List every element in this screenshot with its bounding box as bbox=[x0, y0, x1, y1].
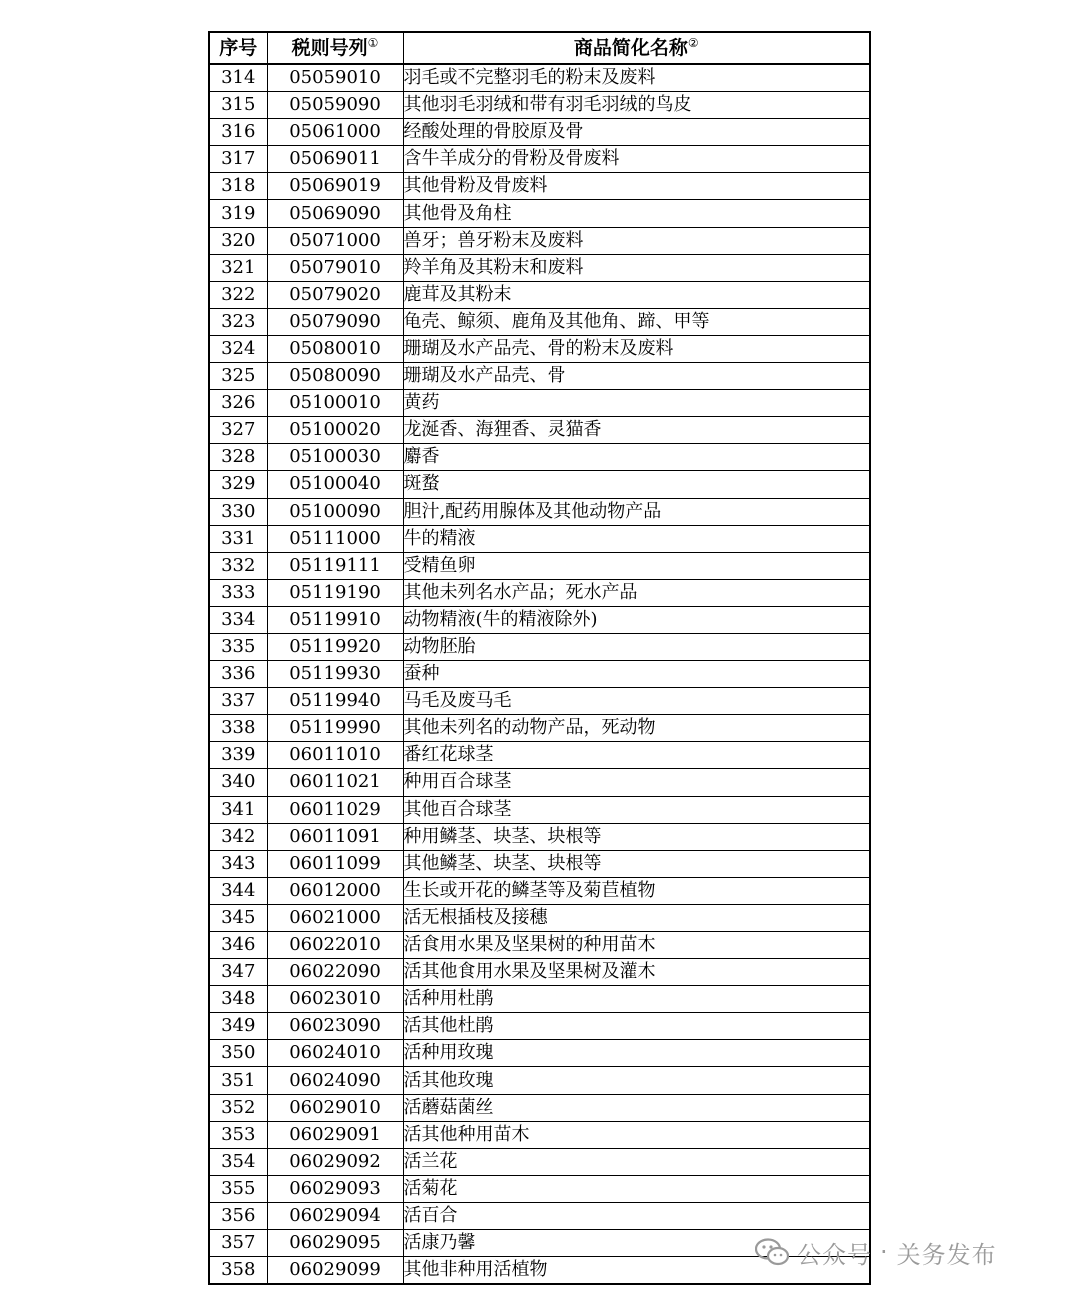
row-number: 332 bbox=[209, 552, 267, 579]
row-number: 317 bbox=[209, 146, 267, 173]
row-number: 327 bbox=[209, 417, 267, 444]
table-row bbox=[209, 119, 870, 146]
header-no-label: 序号 bbox=[219, 37, 258, 59]
commodity-name: 龙涎香、海狸香、灵猫香 bbox=[403, 417, 870, 444]
tariff-code: 05119111 bbox=[267, 552, 403, 579]
row-number: 349 bbox=[209, 1013, 267, 1040]
watermark bbox=[755, 1232, 997, 1272]
commodity-name: 活百合 bbox=[403, 1202, 870, 1229]
tariff-code: 05059090 bbox=[267, 92, 403, 119]
tariff-code: 05069090 bbox=[267, 200, 403, 227]
row-number: 330 bbox=[209, 498, 267, 525]
row-number: 328 bbox=[209, 444, 267, 471]
table-row bbox=[209, 769, 870, 796]
row-number: 343 bbox=[209, 850, 267, 877]
table-row bbox=[209, 932, 870, 959]
table-row bbox=[209, 1121, 870, 1148]
table-row bbox=[209, 959, 870, 986]
table-row bbox=[209, 552, 870, 579]
tariff-code: 05119190 bbox=[267, 579, 403, 606]
commodity-name: 活兰花 bbox=[403, 1148, 870, 1175]
table-row bbox=[209, 986, 870, 1013]
watermark-account-name: 关务发布 bbox=[896, 1240, 997, 1269]
row-number: 321 bbox=[209, 254, 267, 281]
row-number: 338 bbox=[209, 715, 267, 742]
commodity-name: 活种用杜鹃 bbox=[403, 986, 870, 1013]
table-row bbox=[209, 281, 870, 308]
table-body bbox=[209, 64, 870, 1284]
commodity-name: 其他骨粉及骨废料 bbox=[403, 173, 870, 200]
row-number: 314 bbox=[209, 64, 267, 92]
tariff-table bbox=[208, 31, 871, 1285]
tariff-code: 06029093 bbox=[267, 1175, 403, 1202]
commodity-name: 生长或开花的鳞茎等及菊苣植物 bbox=[403, 877, 870, 904]
tariff-code: 06029099 bbox=[267, 1257, 403, 1285]
table-row bbox=[209, 1094, 870, 1121]
header-code bbox=[267, 32, 403, 64]
header-no bbox=[209, 32, 267, 64]
commodity-name: 动物胚胎 bbox=[403, 633, 870, 660]
commodity-name: 兽牙；兽牙粉末及废料 bbox=[403, 227, 870, 254]
tariff-code: 06021000 bbox=[267, 904, 403, 931]
table-row bbox=[209, 417, 870, 444]
commodity-name: 活其他食用水果及坚果树及灌木 bbox=[403, 959, 870, 986]
tariff-code: 05059010 bbox=[267, 64, 403, 92]
commodity-name: 活种用玫瑰 bbox=[403, 1040, 870, 1067]
row-number: 323 bbox=[209, 308, 267, 335]
tariff-code: 06022010 bbox=[267, 932, 403, 959]
header-row bbox=[209, 32, 870, 64]
commodity-name: 羽毛或不完整羽毛的粉末及废料 bbox=[403, 64, 870, 92]
tariff-code: 05119990 bbox=[267, 715, 403, 742]
tariff-code: 05071000 bbox=[267, 227, 403, 254]
table-row bbox=[209, 1040, 870, 1067]
row-number: 347 bbox=[209, 959, 267, 986]
commodity-name: 牛的精液 bbox=[403, 525, 870, 552]
tariff-code: 05100030 bbox=[267, 444, 403, 471]
table-row bbox=[209, 173, 870, 200]
tariff-code: 06023090 bbox=[267, 1013, 403, 1040]
tariff-code: 05119910 bbox=[267, 606, 403, 633]
table-row bbox=[209, 850, 870, 877]
table-row bbox=[209, 1148, 870, 1175]
tariff-code: 06024010 bbox=[267, 1040, 403, 1067]
row-number: 345 bbox=[209, 904, 267, 931]
table-row bbox=[209, 877, 870, 904]
row-number: 334 bbox=[209, 606, 267, 633]
row-number: 352 bbox=[209, 1094, 267, 1121]
table-row bbox=[209, 498, 870, 525]
commodity-name: 黄药 bbox=[403, 390, 870, 417]
commodity-name: 活康乃馨 bbox=[403, 1230, 870, 1257]
commodity-name: 斑蝥 bbox=[403, 471, 870, 498]
table-row bbox=[209, 200, 870, 227]
row-number: 340 bbox=[209, 769, 267, 796]
commodity-name: 其他非种用活植物 bbox=[403, 1257, 870, 1285]
commodity-name: 马毛及废马毛 bbox=[403, 688, 870, 715]
table-row bbox=[209, 742, 870, 769]
commodity-name: 动物精液(牛的精液除外) bbox=[403, 606, 870, 633]
tariff-code: 06029091 bbox=[267, 1121, 403, 1148]
commodity-name: 活其他玫瑰 bbox=[403, 1067, 870, 1094]
table-row bbox=[209, 335, 870, 362]
commodity-name: 蚕种 bbox=[403, 661, 870, 688]
commodity-name: 种用鳞茎、块茎、块根等 bbox=[403, 823, 870, 850]
table-row bbox=[209, 254, 870, 281]
tariff-code: 05061000 bbox=[267, 119, 403, 146]
table-row bbox=[209, 146, 870, 173]
commodity-name: 受精鱼卵 bbox=[403, 552, 870, 579]
commodity-name: 活无根插枝及接穗 bbox=[403, 904, 870, 931]
row-number: 335 bbox=[209, 633, 267, 660]
table-row bbox=[209, 606, 870, 633]
tariff-code: 05119920 bbox=[267, 633, 403, 660]
tariff-code: 05100020 bbox=[267, 417, 403, 444]
tariff-code: 05119930 bbox=[267, 661, 403, 688]
table-row bbox=[209, 64, 870, 92]
row-number: 350 bbox=[209, 1040, 267, 1067]
row-number: 351 bbox=[209, 1067, 267, 1094]
row-number: 341 bbox=[209, 796, 267, 823]
table-row bbox=[209, 633, 870, 660]
footnote-marker-2: ② bbox=[687, 36, 699, 50]
table-row bbox=[209, 92, 870, 119]
tariff-code: 05119940 bbox=[267, 688, 403, 715]
tariff-code: 06022090 bbox=[267, 959, 403, 986]
footnote-marker-1: ① bbox=[367, 36, 379, 50]
table-row bbox=[209, 796, 870, 823]
tariff-code: 06011091 bbox=[267, 823, 403, 850]
header-code-label: 税则号列 bbox=[291, 37, 368, 59]
table-row bbox=[209, 390, 870, 417]
commodity-name: 其他未列名水产品；死水产品 bbox=[403, 579, 870, 606]
row-number: 318 bbox=[209, 173, 267, 200]
row-number: 356 bbox=[209, 1202, 267, 1229]
tariff-code: 05080090 bbox=[267, 363, 403, 390]
commodity-name: 胆汁,配药用腺体及其他动物产品 bbox=[403, 498, 870, 525]
tariff-code: 05069019 bbox=[267, 173, 403, 200]
table-row bbox=[209, 688, 870, 715]
tariff-code: 06012000 bbox=[267, 877, 403, 904]
row-number: 319 bbox=[209, 200, 267, 227]
row-number: 355 bbox=[209, 1175, 267, 1202]
commodity-name: 经酸处理的骨胶原及骨 bbox=[403, 119, 870, 146]
row-number: 326 bbox=[209, 390, 267, 417]
table-row bbox=[209, 904, 870, 931]
row-number: 322 bbox=[209, 281, 267, 308]
row-number: 354 bbox=[209, 1148, 267, 1175]
commodity-name: 羚羊角及其粉末和废料 bbox=[403, 254, 870, 281]
wechat-icon bbox=[755, 1238, 789, 1266]
table-row bbox=[209, 715, 870, 742]
row-number: 329 bbox=[209, 471, 267, 498]
row-number: 358 bbox=[209, 1257, 267, 1285]
table-row bbox=[209, 471, 870, 498]
commodity-name: 番红花球茎 bbox=[403, 742, 870, 769]
table-row bbox=[209, 1067, 870, 1094]
tariff-code: 06011021 bbox=[267, 769, 403, 796]
commodity-name: 种用百合球茎 bbox=[403, 769, 870, 796]
tariff-code: 06011010 bbox=[267, 742, 403, 769]
commodity-name: 珊瑚及水产品壳、骨 bbox=[403, 363, 870, 390]
tariff-code: 05069011 bbox=[267, 146, 403, 173]
tariff-code: 05079020 bbox=[267, 281, 403, 308]
row-number: 336 bbox=[209, 661, 267, 688]
row-number: 339 bbox=[209, 742, 267, 769]
row-number: 346 bbox=[209, 932, 267, 959]
watermark-account-label: 公众号 bbox=[797, 1240, 872, 1269]
header-name-label: 商品简化名称 bbox=[573, 37, 688, 59]
tariff-code: 06029092 bbox=[267, 1148, 403, 1175]
row-number: 353 bbox=[209, 1121, 267, 1148]
table-row bbox=[209, 823, 870, 850]
table-row bbox=[209, 579, 870, 606]
table-row bbox=[209, 444, 870, 471]
row-number: 320 bbox=[209, 227, 267, 254]
commodity-name: 活菊花 bbox=[403, 1175, 870, 1202]
table-row bbox=[209, 227, 870, 254]
table-row bbox=[209, 525, 870, 552]
row-number: 316 bbox=[209, 119, 267, 146]
tariff-code: 05100010 bbox=[267, 390, 403, 417]
watermark-separator: · bbox=[880, 1238, 889, 1266]
table-row bbox=[209, 1202, 870, 1229]
tariff-code: 06029094 bbox=[267, 1202, 403, 1229]
tariff-code: 05111000 bbox=[267, 525, 403, 552]
commodity-name: 其他羽毛羽绒和带有羽毛羽绒的鸟皮 bbox=[403, 92, 870, 119]
commodity-name: 活其他杜鹃 bbox=[403, 1013, 870, 1040]
table-row bbox=[209, 1013, 870, 1040]
table-row bbox=[209, 363, 870, 390]
tariff-code: 06024090 bbox=[267, 1067, 403, 1094]
commodity-name: 其他百合球茎 bbox=[403, 796, 870, 823]
commodity-name: 其他鳞茎、块茎、块根等 bbox=[403, 850, 870, 877]
row-number: 357 bbox=[209, 1230, 267, 1257]
tariff-code: 06029010 bbox=[267, 1094, 403, 1121]
tariff-code: 06029095 bbox=[267, 1230, 403, 1257]
row-number: 324 bbox=[209, 335, 267, 362]
commodity-name: 珊瑚及水产品壳、骨的粉末及废料 bbox=[403, 335, 870, 362]
row-number: 348 bbox=[209, 986, 267, 1013]
tariff-code: 05079090 bbox=[267, 308, 403, 335]
commodity-name: 其他未列名的动物产品，死动物 bbox=[403, 715, 870, 742]
row-number: 331 bbox=[209, 525, 267, 552]
row-number: 344 bbox=[209, 877, 267, 904]
tariff-code: 05079010 bbox=[267, 254, 403, 281]
tariff-code: 05100090 bbox=[267, 498, 403, 525]
commodity-name: 鹿茸及其粉末 bbox=[403, 281, 870, 308]
tariff-code: 05100040 bbox=[267, 471, 403, 498]
commodity-name: 活食用水果及坚果树的种用苗木 bbox=[403, 932, 870, 959]
row-number: 315 bbox=[209, 92, 267, 119]
row-number: 325 bbox=[209, 363, 267, 390]
tariff-code: 05080010 bbox=[267, 335, 403, 362]
commodity-name: 龟壳、鲸须、鹿角及其他角、蹄、甲等 bbox=[403, 308, 870, 335]
tariff-code: 06011029 bbox=[267, 796, 403, 823]
row-number: 342 bbox=[209, 823, 267, 850]
commodity-name: 麝香 bbox=[403, 444, 870, 471]
row-number: 333 bbox=[209, 579, 267, 606]
tariff-code: 06023010 bbox=[267, 986, 403, 1013]
row-number: 337 bbox=[209, 688, 267, 715]
commodity-name: 含牛羊成分的骨粉及骨废料 bbox=[403, 146, 870, 173]
commodity-name: 其他骨及角柱 bbox=[403, 200, 870, 227]
commodity-name: 活蘑菇菌丝 bbox=[403, 1094, 870, 1121]
header-name bbox=[403, 32, 870, 64]
table-row bbox=[209, 1175, 870, 1202]
tariff-code: 06011099 bbox=[267, 850, 403, 877]
commodity-name: 活其他种用苗木 bbox=[403, 1121, 870, 1148]
table-row bbox=[209, 661, 870, 688]
table-row bbox=[209, 308, 870, 335]
